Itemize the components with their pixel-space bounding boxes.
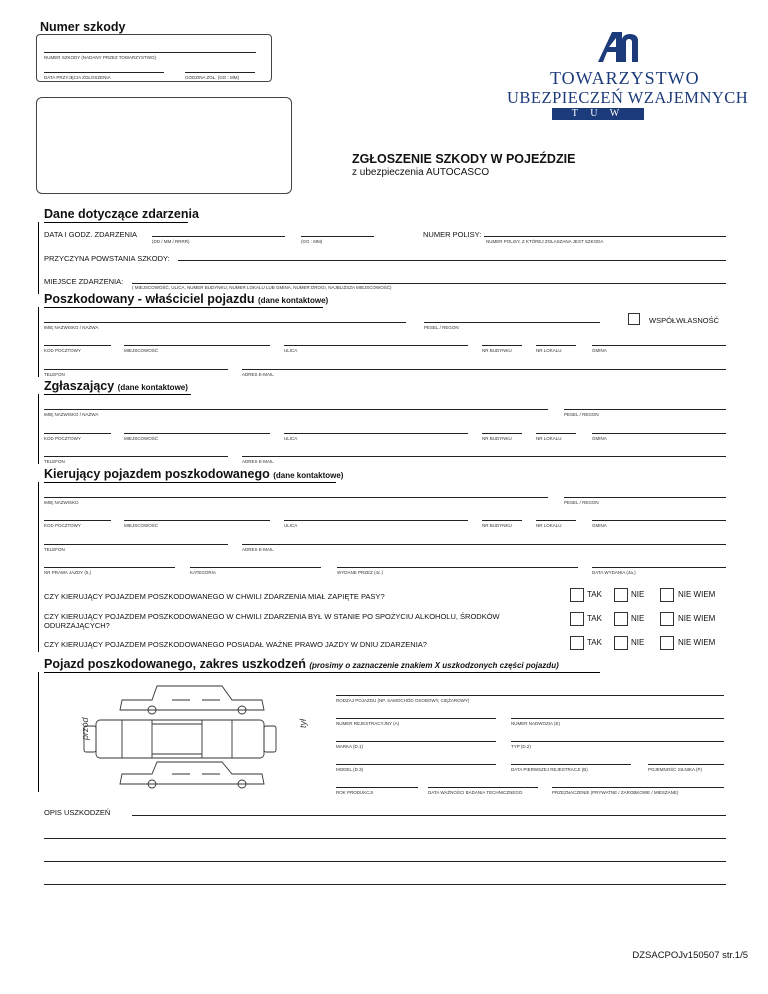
- inspection-caption: DATA WAŻNOŚCI BADANIA TECHNICZNEGO: [428, 790, 523, 795]
- question-alcohol: CZY KIERUJĄCY POJAZDEM POSZKODOWANEGO W CHWILI ZDARZENIA BYŁ W STANIE PO SPOŻYCIU ALKOHOLU, ŚRODKÓW ODURZAJĄCYCH?: [44, 612, 500, 630]
- driver-email-caption: ADRES E-MAIL: [242, 547, 274, 552]
- model-caption: MODEL (D.3): [336, 767, 364, 772]
- owner-name-field[interactable]: [44, 322, 406, 323]
- driver-commune-caption: GMINA: [592, 523, 607, 528]
- car-damage-diagram[interactable]: [82, 680, 306, 790]
- first-reg-caption: DATA PIERWSZEJ REJESTRACJI (B): [511, 767, 588, 772]
- reporter-street-field[interactable]: [284, 433, 468, 434]
- owner-postcode-caption: KOD POCZTOWY: [44, 348, 81, 353]
- reporter-city-caption: MIEJSCOWOŚĆ: [124, 436, 159, 441]
- incident-time-caption: (GG : MM): [301, 239, 323, 244]
- policy-caption: NUMER POLISY, Z KTÓREJ ZGŁASZANA JEST SZKODA: [486, 239, 604, 244]
- body-no-field[interactable]: [511, 718, 724, 719]
- purpose-field[interactable]: [552, 787, 724, 788]
- engine-caption: POJEMNOŚĆ SILNIKA (P): [648, 767, 703, 772]
- reporter-commune-field[interactable]: [592, 433, 726, 434]
- reporter-phone-caption: TELEFON: [44, 459, 65, 464]
- owner-phone-field[interactable]: [44, 369, 228, 370]
- owner-city-caption: MIEJSCOWOŚĆ: [124, 348, 159, 353]
- year-caption: ROK PRODUKCJI: [336, 790, 374, 795]
- tuw-emblem-icon: [592, 28, 642, 64]
- driver-flat-field[interactable]: [536, 520, 576, 521]
- damage-label: OPIS USZKODZEŃ: [44, 808, 111, 817]
- alcohol-no-label: NIE: [631, 614, 645, 623]
- driver-license-field[interactable]: [44, 567, 175, 568]
- seatbelt-yes-label: TAK: [587, 590, 602, 599]
- driver-phone-field[interactable]: [44, 544, 228, 545]
- license-no-checkbox[interactable]: [614, 636, 628, 650]
- driver-postcode-caption: KOD POCZTOWY: [44, 523, 81, 528]
- seatbelt-unknown-checkbox[interactable]: [660, 588, 674, 602]
- vehicle-type-caption: RODZAJ POJAZDU (NP. SAMOCHÓD OSOBOWY, CIĘŻAROWY): [336, 698, 470, 703]
- alcohol-unknown-label: NIE WIEM: [678, 614, 716, 623]
- seatbelt-no-label: NIE: [631, 590, 645, 599]
- claim-title: Numer szkody: [40, 20, 126, 34]
- driver-city-caption: MIEJSCOWOŚĆ: [124, 523, 159, 528]
- place-label: MIEJSCE ZDARZENIA:: [44, 277, 124, 286]
- alcohol-yes-checkbox[interactable]: [570, 612, 584, 626]
- year-field[interactable]: [336, 787, 418, 788]
- reporter-commune-caption: GMINA: [592, 436, 607, 441]
- claim-date-caption: DATA PRZYJĘCIA ZGŁOSZENIA: [44, 75, 111, 80]
- policy-field[interactable]: [484, 236, 726, 237]
- reporter-name-caption: IMIĘ NAZWISKO / NAZWA: [44, 412, 99, 417]
- claim-number-caption: NUMER SZKODY (NADANY PRZEZ TOWARZYSTWO): [44, 55, 157, 60]
- license-yes-label: TAK: [587, 638, 602, 647]
- driver-city-field[interactable]: [124, 520, 270, 521]
- reporter-postcode-field[interactable]: [44, 433, 111, 434]
- owner-building-field[interactable]: [482, 345, 522, 346]
- vehicle-underline: [44, 672, 600, 673]
- alcohol-yes-label: TAK: [587, 614, 602, 623]
- reporter-phone-field[interactable]: [44, 456, 228, 457]
- driver-issued-by-field[interactable]: [337, 567, 578, 568]
- owner-commune-caption: GMINA: [592, 348, 607, 353]
- question-seatbelt: CZY KIERUJĄCY POJAZDEM POSZKODOWANEGO W CHWILI ZDARZENIA MIAŁ ZAPIĘTE PASY?: [44, 592, 385, 601]
- driver-heading: Kierujący pojazdem poszkodowanego (dane kontaktowe): [44, 467, 344, 481]
- driver-issue-date-caption: DATA WYDANIA (4a.): [592, 570, 636, 575]
- seatbelt-yes-checkbox[interactable]: [570, 588, 584, 602]
- coownership-checkbox[interactable]: [628, 313, 640, 325]
- model-field[interactable]: [336, 764, 496, 765]
- car-side-top-icon: [120, 686, 264, 714]
- driver-border: [38, 482, 39, 652]
- driver-flat-caption: NR LOKALU: [536, 523, 562, 528]
- make-caption: MARKA (D.1): [336, 744, 364, 749]
- first-reg-field[interactable]: [511, 764, 631, 765]
- cause-field[interactable]: [178, 260, 726, 261]
- vehicle-type-field[interactable]: [336, 695, 724, 696]
- claim-time-field[interactable]: [185, 72, 255, 73]
- damage-line-2[interactable]: [44, 838, 726, 839]
- damage-line-1[interactable]: [132, 815, 726, 816]
- reporter-email-field[interactable]: [242, 456, 726, 457]
- form-subtitle: z ubezpieczenia AUTOCASCO: [352, 167, 490, 178]
- incident-time-field[interactable]: [301, 236, 374, 237]
- driver-pesel-field[interactable]: [564, 497, 726, 498]
- driver-issued-by-caption: WYDANE PRZEZ (4c.): [337, 570, 384, 575]
- driver-category-field[interactable]: [190, 567, 321, 568]
- driver-issue-date-field[interactable]: [592, 567, 726, 568]
- reporter-heading: Zgłaszający (dane kontaktowe): [44, 379, 188, 393]
- incident-border: [38, 222, 39, 294]
- engine-field[interactable]: [648, 764, 724, 765]
- incident-underline: [44, 222, 188, 223]
- logo-line1: TOWARZYSTWO: [550, 68, 700, 88]
- reporter-flat-caption: NR LOKALU: [536, 436, 562, 441]
- car-plan-icon: [84, 720, 276, 758]
- owner-phone-caption: TELEFON: [44, 372, 65, 377]
- policy-label: NUMER POLISY:: [423, 230, 482, 239]
- purpose-caption: PRZEZNACZENIE (PRYWATNE / ZAROBKOWE / MIESZANE): [552, 790, 679, 795]
- place-field[interactable]: [132, 283, 726, 284]
- claim-time-caption: GODZINA ZGŁ. (GG : MM): [185, 75, 239, 80]
- reporter-underline: [44, 394, 191, 395]
- question-license: CZY KIERUJĄCY POJAZDEM POSZKODOWANEGO POSIADAŁ WAŻNE PRAWO JAZDY W DNIU ZDARZENIA?: [44, 640, 427, 649]
- owner-street-caption: ULICA: [284, 348, 298, 353]
- reporter-pesel-field[interactable]: [564, 409, 726, 410]
- driver-email-field[interactable]: [242, 544, 726, 545]
- reporter-postcode-caption: KOD POCZTOWY: [44, 436, 81, 441]
- owner-city-field[interactable]: [124, 345, 270, 346]
- driver-underline: [44, 482, 336, 483]
- reporter-city-field[interactable]: [124, 433, 270, 434]
- reporter-pesel-caption: PESEL / REGON: [564, 412, 599, 417]
- driver-name-caption: IMIĘ NAZWISKO: [44, 500, 79, 505]
- license-no-label: NIE: [631, 638, 645, 647]
- owner-name-caption: IMIĘ NAZWISKO / NAZWA: [44, 325, 99, 330]
- owner-commune-field[interactable]: [592, 345, 726, 346]
- driver-name-field[interactable]: [44, 497, 548, 498]
- reporter-border: [38, 394, 39, 464]
- claim-date-field[interactable]: [44, 72, 164, 73]
- logo-abbr: T U W: [571, 108, 625, 119]
- alcohol-unknown-checkbox[interactable]: [660, 612, 674, 626]
- owner-building-caption: NR BUDYNKU: [482, 348, 512, 353]
- owner-email-field[interactable]: [242, 369, 726, 370]
- body-no-caption: NUMER NADWOZIA (E): [511, 721, 560, 726]
- owner-flat-field[interactable]: [536, 345, 576, 346]
- reporter-name-field[interactable]: [44, 409, 548, 410]
- reporter-street-caption: ULICA: [284, 436, 298, 441]
- address-box[interactable]: [36, 97, 292, 194]
- incident-heading: Dane dotyczące zdarzenia: [44, 207, 199, 221]
- owner-postcode-field[interactable]: [44, 345, 111, 346]
- driver-license-caption: NR PRAWA JAZDY (5.): [44, 570, 92, 575]
- license-yes-checkbox[interactable]: [570, 636, 584, 650]
- driver-commune-field[interactable]: [592, 520, 726, 521]
- owner-underline: [44, 307, 323, 308]
- owner-flat-caption: NR LOKALU: [536, 348, 562, 353]
- reporter-building-field[interactable]: [482, 433, 522, 434]
- license-unknown-checkbox[interactable]: [660, 636, 674, 650]
- form-title: ZGŁOSZENIE SZKODY W POJEŹDZIE: [352, 152, 576, 166]
- front-label: przód: [80, 717, 90, 740]
- driver-building-field[interactable]: [482, 520, 522, 521]
- owner-pesel-caption: PESEL / REGON: [424, 325, 459, 330]
- vehicle-border: [38, 672, 39, 792]
- reporter-flat-field[interactable]: [536, 433, 576, 434]
- driver-phone-caption: TELEFON: [44, 547, 65, 552]
- incident-date-field[interactable]: [152, 236, 285, 237]
- incident-date-caption: (DD / MM / RRRR): [152, 239, 190, 244]
- vtype-field[interactable]: [511, 741, 724, 742]
- driver-street-caption: ULICA: [284, 523, 298, 528]
- make-field[interactable]: [336, 741, 496, 742]
- driver-building-caption: NR BUDYNKU: [482, 523, 512, 528]
- rear-label: tył: [298, 719, 308, 728]
- seatbelt-no-checkbox[interactable]: [614, 588, 628, 602]
- driver-postcode-field[interactable]: [44, 520, 111, 521]
- coownership-label: WSPÓŁWŁASNOŚĆ: [649, 316, 720, 325]
- driver-category-caption: KATEGORIA: [190, 570, 216, 575]
- owner-pesel-field[interactable]: [424, 322, 600, 323]
- footer-code: DZSACPOJv150507 str.1/5: [632, 950, 748, 961]
- damage-line-4[interactable]: [44, 884, 726, 885]
- car-side-bottom-icon: [120, 762, 264, 788]
- claim-number-field[interactable]: [44, 52, 256, 53]
- incident-date-label: DATA I GODZ. ZDARZENIA: [44, 230, 138, 239]
- cause-label: PRZYCZYNA POWSTANIA SZKODY:: [44, 254, 170, 263]
- owner-email-caption: ADRES E-MAIL: [242, 372, 274, 377]
- reporter-email-caption: ADRES E-MAIL: [242, 459, 274, 464]
- inspection-field[interactable]: [428, 787, 538, 788]
- driver-street-field[interactable]: [284, 520, 468, 521]
- reporter-building-caption: NR BUDYNKU: [482, 436, 512, 441]
- vtype-caption: TYP (D.2): [511, 744, 531, 749]
- alcohol-no-checkbox[interactable]: [614, 612, 628, 626]
- company-logo: [505, 28, 749, 123]
- place-caption: ( MIEJSCOWOŚĆ, ULICA, NUMER BUDYNKU, NUMER LOKALU LUB GMINA, NUMER DROGI, NAJBLIŻSZA MIEJSCOWOŚĆ): [132, 285, 392, 290]
- vehicle-heading: Pojazd poszkodowanego, zakres uszkodzeń (prosimy o zaznaczenie znakiem X uszkodzonych części pojazdu): [44, 657, 559, 671]
- seatbelt-unknown-label: NIE WIEM: [678, 590, 716, 599]
- owner-border: [38, 307, 39, 377]
- driver-pesel-caption: PESEL / REGON: [564, 500, 599, 505]
- reg-no-field[interactable]: [336, 718, 496, 719]
- damage-line-3[interactable]: [44, 861, 726, 862]
- license-unknown-label: NIE WIEM: [678, 638, 716, 647]
- logo-line2: UBEZPIECZEŃ WZAJEMNYCH: [507, 88, 749, 107]
- owner-street-field[interactable]: [284, 345, 468, 346]
- owner-heading: Poszkodowany - właściciel pojazdu (dane kontaktowe): [44, 292, 329, 306]
- reg-no-caption: NUMER REJESTRACYJNY (A): [336, 721, 400, 726]
